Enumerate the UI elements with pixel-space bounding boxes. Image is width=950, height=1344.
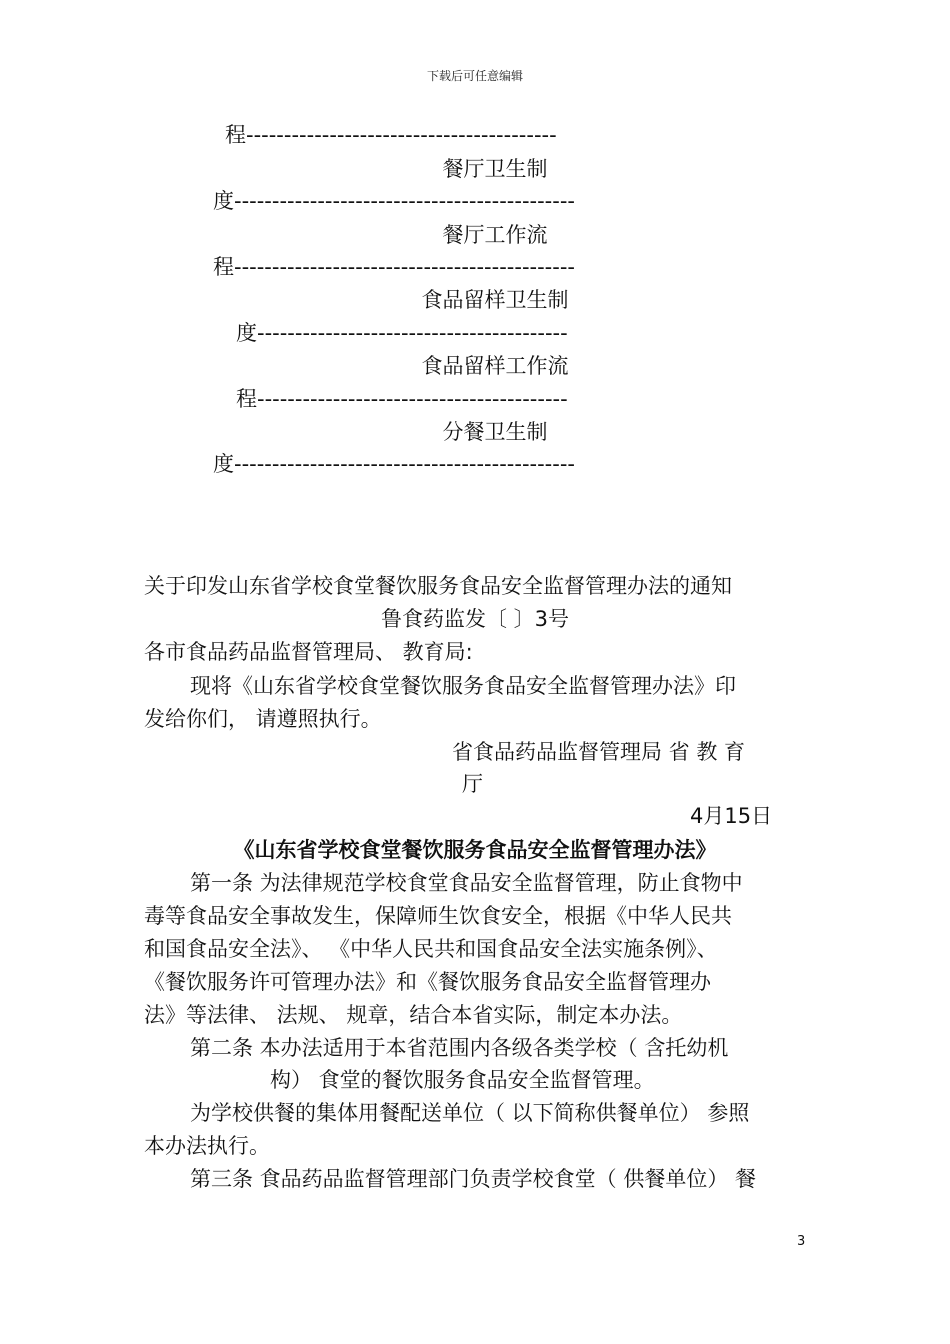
- toc-line: 度---------------------------------------------: [213, 189, 575, 213]
- signature: 省食品药品监督管理局 省 教 育: [452, 740, 746, 764]
- toc-entry-title: 餐厅工作流: [442, 223, 548, 247]
- toc-entry-title: 餐厅卫生制: [442, 157, 548, 181]
- page-number: 3: [797, 1234, 806, 1249]
- document-number: 鲁食药监发〔 〕3号: [380, 607, 570, 631]
- toc-entry-title: 分餐卫生制: [442, 420, 548, 444]
- notice-body: 发给你们， 请遵照执行。: [144, 707, 382, 731]
- notice-body: 现将《山东省学校食堂餐饮服务食品安全监督管理办法》印: [190, 674, 736, 698]
- recipients: 各市食品药品监督管理局、 教育局:: [144, 640, 473, 664]
- article-line: 为学校供餐的集体用餐配送单位（ 以下简称供餐单位） 参照: [190, 1101, 750, 1125]
- toc-entry-title: 食品留样卫生制: [421, 288, 569, 312]
- notice-title: 关于印发山东省学校食堂餐饮服务食品安全监督管理办法的通知: [144, 574, 732, 598]
- article-line: 第一条 为法律规范学校食堂食品安全监督管理，防止食物中: [190, 871, 743, 895]
- article-line: 毒等食品安全事故发生，保障师生饮食安全，根据《中华人民共: [144, 904, 732, 928]
- article-line: 第二条 本办法适用于本省范围内各级各类学校（ 含托幼机: [190, 1036, 729, 1060]
- article-line: 和国食品安全法》、 《中华人民共和国食品安全法实施条例》、: [144, 937, 718, 961]
- toc-entry-title: 食品留样工作流: [421, 354, 569, 378]
- article-line: 构） 食堂的餐饮服务食品安全监督管理。: [270, 1068, 655, 1092]
- page-header: 下载后可任意编辑: [426, 69, 523, 83]
- toc-line: 度-----------------------------------------: [236, 321, 568, 345]
- toc-line: 度---------------------------------------------: [213, 452, 575, 476]
- article-line: 本办法执行。: [144, 1134, 270, 1158]
- article-line: 《餐饮服务许可管理办法》和《餐饮服务食品安全监督管理办: [144, 970, 711, 994]
- notice-date: 4月15日: [690, 804, 773, 828]
- toc-line: 程---------------------------------------------: [213, 255, 575, 279]
- toc-line: 程-----------------------------------------: [225, 123, 557, 147]
- signature: 厅: [462, 772, 483, 796]
- toc-line: 程-----------------------------------------: [236, 387, 568, 411]
- article-line: 第三条 食品药品监督管理部门负责学校食堂（ 供餐单位） 餐: [190, 1167, 757, 1191]
- article-line: 法》等法律、 法规、 规章，结合本省实际，制定本办法。: [144, 1003, 683, 1027]
- regulation-title: 《山东省学校食堂餐饮服务食品安全监督管理办法》: [233, 838, 717, 862]
